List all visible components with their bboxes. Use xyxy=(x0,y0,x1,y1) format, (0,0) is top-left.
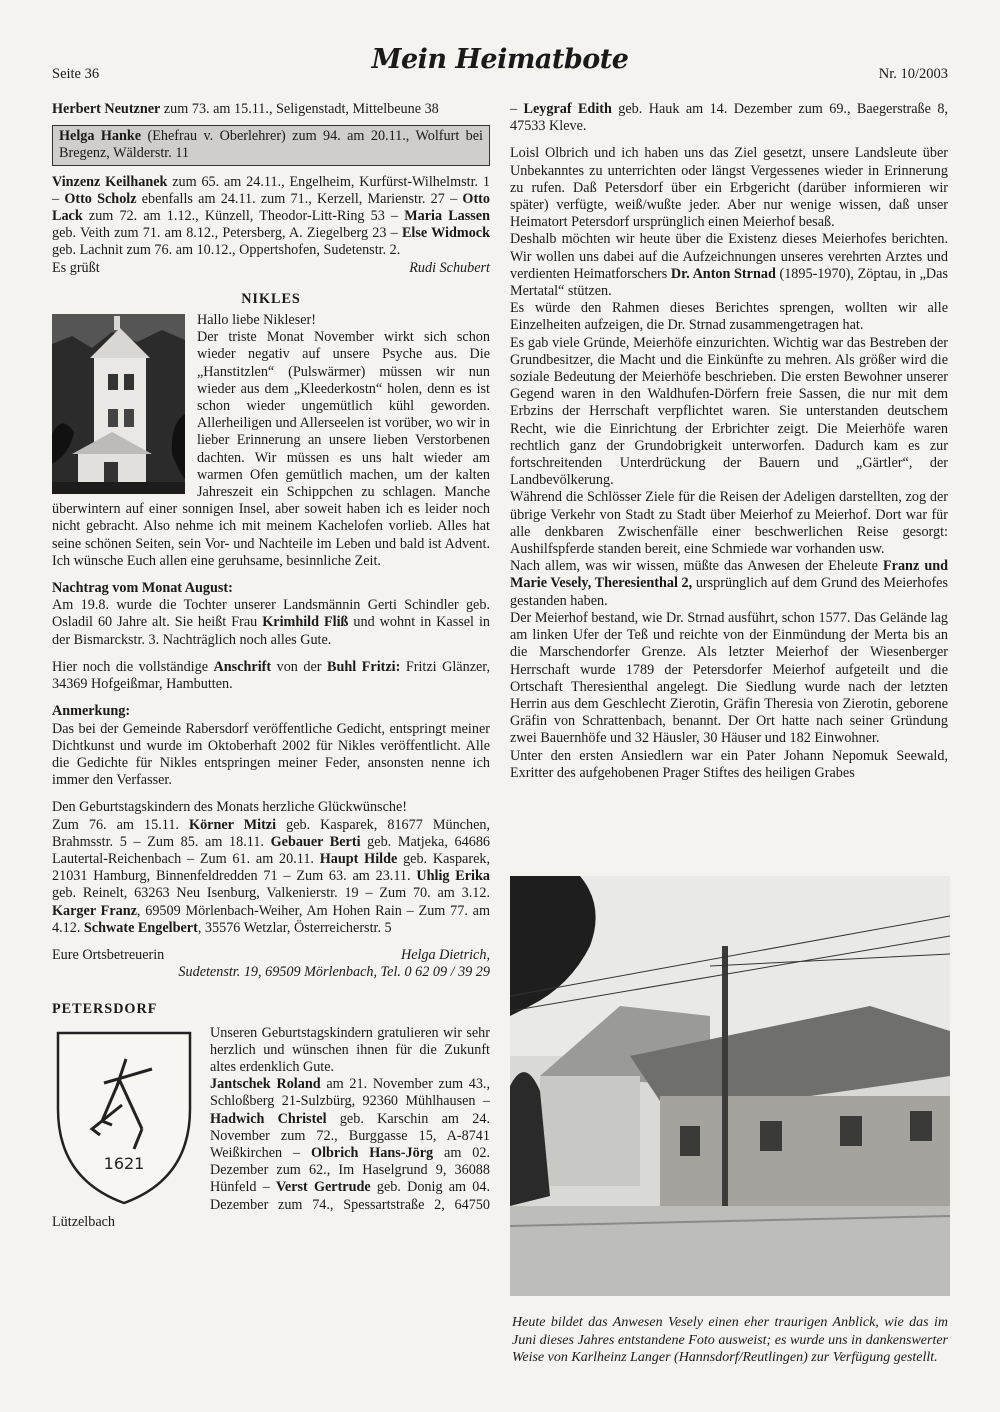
bold-name: Jantschek Roland xyxy=(210,1076,321,1093)
bold-name: Karger Franz xyxy=(52,902,137,919)
text-run: geb. Veith zum 71. am 8.12., Petersberg, A. Ziegelberg 23 – xyxy=(52,225,402,242)
masthead-logo: Mein Heimatbote xyxy=(371,44,629,75)
bold-name: Krimhild Fliß xyxy=(262,614,349,631)
bold-name: Anschrift xyxy=(213,658,272,675)
text-run: zum 73. am 15.11., Seligenstadt, Mittelbeune 38 xyxy=(160,101,439,117)
geburtstag-list xyxy=(52,799,490,937)
section-heading-petersdorf: PETERSDORF xyxy=(52,1001,158,1018)
bold-name: Schwate Engelbert xyxy=(83,919,198,936)
right-column xyxy=(510,101,948,782)
text-run: geb. Kasparek, 81677 München, Brahmsstr. 5 – Zum 85. am 18.11. xyxy=(52,816,491,850)
text-run: von der xyxy=(271,658,328,675)
church-illustration xyxy=(52,314,185,494)
bold-name: Gebauer Berti xyxy=(270,833,361,850)
birthday-list xyxy=(52,174,490,260)
text-run: am 02. Dezember zum 62., Im Haselgrund 9, 36088 Hünfeld – xyxy=(210,1144,490,1196)
text-run: , 35576 Wetzlar, Österreicherstr. 5 xyxy=(197,919,392,936)
ortsbetreuer-label: Eure Ortsbetreuerin xyxy=(52,946,165,963)
bold-name: Herbert Neutzner xyxy=(52,101,161,117)
text-run: geb. Kasparek, 21031 Hamburg, Binnenfeldredden 71 – Zum 63. am 23.11. xyxy=(52,850,491,885)
bold-name: Olbrich Hans-Jörg xyxy=(311,1144,434,1161)
bold-name: Helga Hanke xyxy=(59,128,142,145)
anschrift-text xyxy=(52,659,490,693)
farmhouse-photo xyxy=(510,876,950,1296)
text-run: zum 72. am 1.12., Künzell, Theodor-Litt-Ring 53 – xyxy=(82,208,405,225)
signature-line xyxy=(52,260,490,277)
text-run: Nach allem, was wir wissen, müßte das Anwesen der Eheleute xyxy=(510,558,883,575)
bold-name: Maria Lassen xyxy=(404,208,490,225)
page-header xyxy=(52,44,948,92)
bold-name: Hadwich Christel xyxy=(210,1110,327,1127)
bold-name: Otto Scholz xyxy=(64,190,137,207)
text-run: – xyxy=(510,101,524,117)
article-intro: Loisl Olbrich und ich haben uns das Ziel gesetzt, unsere Landsleute über Unbekanntes zu unterrichten oder längst Vergessenes wieder in Erinnerung zu rufen. Daß Petersdorf über ein Erbgericht (darüber informieren wir später) verfügte, weiß/wußte jeder. Aber nur wenige wissen, daß unser Heimatort Petersdorf ursprünglich einen Meierhof besaß. xyxy=(510,145,948,231)
ortsbetreuer-signature xyxy=(52,947,490,964)
ortsbetreuer-name: Helga Dietrich, xyxy=(400,946,490,963)
page-number: Seite 36 xyxy=(52,66,100,82)
bold-name: Otto Lack xyxy=(52,190,490,225)
text-run: (1895-1970), Zöptau, in „Das Mertatal“ stützen. xyxy=(510,265,948,300)
bold-name: Körner Mitzi xyxy=(189,816,277,833)
text-run: am 21. November zum 43., Schloßberg 21-Sulzbürg, 92360 Mühlhausen – xyxy=(210,1076,491,1110)
bold-name: Haupt Hilde xyxy=(319,850,398,867)
text-run: Den Geburtstagskindern des Monats herzliche Glückwünsche! xyxy=(52,799,407,816)
petersdorf-crest-icon xyxy=(52,1029,196,1207)
bold-name: Uhlig Erika xyxy=(416,868,490,885)
text-run: , 69509 Mörlenbach-Weiher, Am Hohen Rain – Zum 77. am 4.12. xyxy=(52,902,490,936)
text-run: und wohnt in Kassel in der Bismarckstr. 3. Nachträglich noch alles Gute. xyxy=(52,614,490,648)
anmerkung-heading: Anmerkung: xyxy=(52,703,131,720)
text-run: zum 65. am 24.11., Engelheim, Kurfürst-Wilhelmstr. 1 – xyxy=(52,173,490,207)
highlighted-birthday-box xyxy=(52,125,490,165)
text-run: Deshalb möchten wir heute über die Existenz dieses Meierhofes berichten. Wir wollen uns dabei auf die Aufzeichnungen unseres verehrten Arztes und verdienten Heimatforschers xyxy=(510,231,948,282)
ortsbetreuer-address: Sudetenstr. 19, 69509 Mörlenbach, Tel. 0 62 09 / 39 29 xyxy=(178,964,490,981)
birthday-entry xyxy=(52,101,490,118)
text-run: Zum 76. am 15.11. xyxy=(52,816,190,833)
bold-name: Else Widmock xyxy=(401,225,490,242)
left-column xyxy=(52,101,490,1231)
article-paragraph: Der Meierhof bestand, wie Dr. Strnad ausführt, schon 1577. Das Gelände lag am linken Ufer der Teß und reichte von der Einmündung der Mertа bis an die Marschendorfer Grenze. Als letzter Meierhof der Wiesenberger Herrschaft wurde 1789 der Petersdorfer Meierhof aufgeteilt und die Ortschaft Theresienthal angelegt. Die Siedlung wurde nach der letzten Herrin aus dem Geschlecht Zierotin, Gräfin Theresia von Zierotin, geborene Gräfin von Schrattenbach, benannt. Der Ort hatte nach seiner Gründung zwei Bauernhöfe und 32 Häusler, 30 Häuser und 182 Einwohner. xyxy=(510,609,948,747)
text-run: geb. Donig am 04. Dezember zum 74., Spessartstraße 2, 64750 Lützelbach xyxy=(52,1179,490,1230)
text-run: geb. Karschin am 24. November zum 72., Burggasse 15, A-8741 Weißkirchen – xyxy=(210,1110,490,1161)
bold-name: Vinzenz Keilhanek xyxy=(52,173,168,190)
article-paragraph: Unter den ersten Ansiedlern war ein Pater Johann Nepomuk Seewald, Exritter des aufgehobenen Prager Stiftes des heiligen Grabes xyxy=(510,747,948,781)
bold-name: Buhl Fritzi: xyxy=(327,658,401,675)
signature-name: Rudi Schubert xyxy=(409,259,490,276)
section-heading-nikles: NIKLES xyxy=(241,290,301,307)
text-run: Hier noch die vollständige xyxy=(52,658,214,675)
bold-name: Dr. Anton Strnad xyxy=(670,265,776,282)
text-run: ebenfalls am 24.11. zum 71., Kerzell, Marienstr. 27 – xyxy=(136,190,463,207)
article-paragraph xyxy=(510,558,948,610)
text-run: Hallo liebe Nikleser! xyxy=(197,312,316,329)
crest-year: 1621 xyxy=(103,1153,145,1173)
article-paragraph: Es gab viele Gründe, Meierhöfe einzurichten. Wichtig war das Bestreben der Grundbesitzer, die Macht und die Einkünfte zu mehren. Als größer wird die soziale Bedeutung der Meierhöfe beschrieben. Die ersten Bewohner unserer Gegend waren in den Waldhufen-Dörfern freie Sassen, die nur mit dem Erbzins der Herrschaft verpflichtet waren. Sie unterstanden deutschem Recht, wie die Einrichtung der Erbrichter zeigt. Die Meierhöfe waren rechtlich ganz der Grundobrigkeit unterworfen. Dadurch kam es zur fortschreitenden Unterdrückung der Bauern und „Gärtler“, der Landbevölkerung. xyxy=(510,334,948,489)
bold-name: Verst Gertrude xyxy=(275,1179,371,1196)
text-run: Unseren Geburtstagskindern gratulieren wir sehr herzlich und wünschen ihnen für die Zukunft altes erdenklich Gute. xyxy=(210,1024,490,1075)
greeting: Es grüßt xyxy=(52,259,100,276)
text-run: geb. Lachnit zum 76. am 10.12., Oppertshofen, Sudetenstr. 2. xyxy=(52,242,401,259)
text-run: geb. Hauk am 14. Dezember zum 69., Baegerstraße 8, 47533 Kleve. xyxy=(510,101,948,135)
article-paragraph: Es würde den Rahmen dieses Berichtes sprengen, wollten wir alle Einzelheiten aufzeigen, die Dr. Strnad zusammengetragen hat. xyxy=(510,300,948,334)
text-run: Am 19.8. wurde die Tochter unserer Landsmännin Gerti Schindler geb. Osladil 60 Jahre alt. Sie heißt Frau xyxy=(52,597,490,631)
nachtrag-heading: Nachtrag vom Monat August: xyxy=(52,580,233,597)
text-run: Fritzi Glänzer, 34369 Hofgeißmar, Hambutten. xyxy=(52,658,490,693)
birthday-continuation xyxy=(510,101,948,135)
article-paragraph xyxy=(510,231,948,300)
anmerkung-text: Das bei der Gemeinde Rabersdorf veröffentliche Gedicht, entspringt meiner Dichtkunst und wurde im Oktoberhaft 2002 für Nikles veröffentlicht. Alle die Gedichte für Nikles entspringen meiner Feder, ansonsten nenne ich immer den Verfasser. xyxy=(52,720,490,789)
issue-number: Nr. 10/2003 xyxy=(878,66,948,82)
article-paragraph: Während die Schlösser Ziele für die Reisen der Adeligen darstellten, zog der übrige Verkehr von Stadt zu Stadt über Meierhof zu Meierhof. Dort war für alle denkbaren Zwischenfälle einer beschwerlichen Reise gesorgt: Aushilfspferde standen bereit, eine Schmiede war vorhanden usw. xyxy=(510,489,948,558)
nachtrag-text xyxy=(52,597,490,649)
bold-name: Franz und Marie Vesely, Theresienthal 2, xyxy=(510,558,948,592)
text-run: geb. Matjeka, 64686 Lautertal-Reichenbach – Zum 61. am 20.11. xyxy=(52,833,491,867)
text-run: Der triste Monat November wirkt sich schon wieder negativ auf unsere Psyche aus. Die „Hanstitzlen“ (Pulswärmer) müssen wir nun wieder aus dem „Kleederkostn“ holen, denn es ist schon wieder ungemütlich kühl geworden. Allerheiligen und Allerseelen ist vorüber, wo wir in lieber Erinnerung an unsere lieben Verstorbenen dachten. Wir müssen es uns halt wieder am warmen Ofen gemütlich machen, um der kalten Jahreszeit ein Schippchen zu schlagen. Manche überwintern auf einer sonnigen Insel, aber soweit haben ich es leider noch nicht gebracht. Also nehme ich mit meinem Kachelofen vorlieb. Alles hat seine schönen Seiten, sein Vor- und Nachteile im Leben und bald ist Advent. Ich wünsche Euch allen eine geruhsame, besinnliche Zeit. xyxy=(52,329,490,569)
photo-caption: Heute bildet das Anwesen Vesely einen eher traurigen Anblick, wie das im Juni dieses Jahres entstandene Foto ausweist; es wurde uns in dankenswerter Weise von Karlheinz Langer (Hannsdorf/Reutlingen) zur Verfügung gestellt. xyxy=(512,1315,948,1365)
text-run: (Ehefrau v. Oberlehrer) zum 94. am 20.11., Wolfurt bei Bregenz, Wälderstr. 11 xyxy=(59,128,484,162)
text-run: geb. Reinelt, 63263 Neu Isenburg, Valkenierstr. 19 – Zum 70. am 3.12. xyxy=(52,885,490,902)
bold-name: Leygraf Edith xyxy=(523,101,612,117)
text-run: ursprünglich auf dem Grund des Meierhofes gestanden haben. xyxy=(510,575,948,609)
